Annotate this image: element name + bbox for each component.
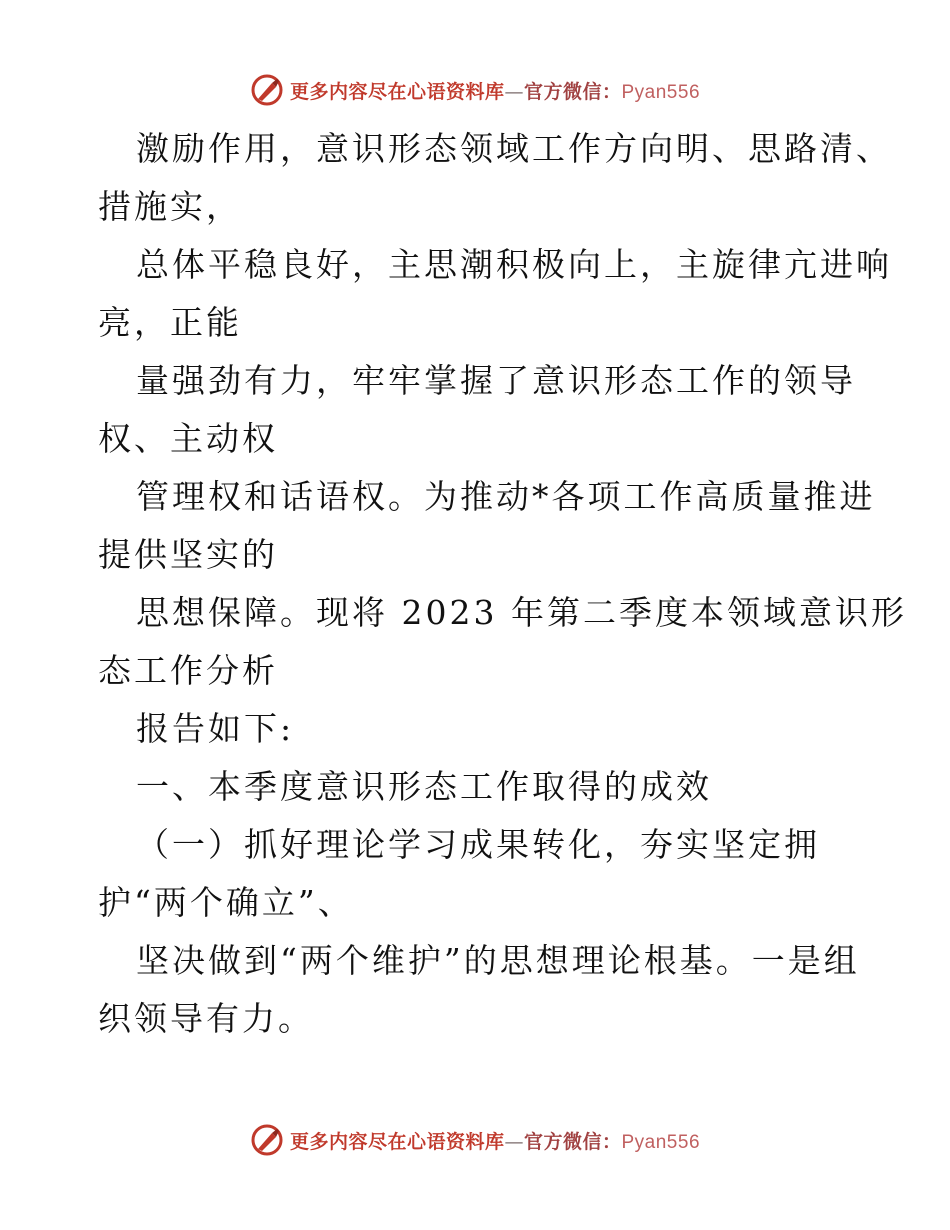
paragraph-line: 量强劲有力，牢牢掌握了意识形态工作的领导 (136, 361, 856, 400)
watermark-text (290, 77, 700, 104)
paragraph-line: 态工作分析 (98, 651, 278, 690)
watermark-wechat-label: 官方微信： (523, 1130, 622, 1153)
header-watermark (0, 70, 950, 110)
paragraph-line: 思想保障。现将 2023 年第二季度本领域意识形 (136, 593, 907, 632)
paragraph-line: 坚决做到“两个维护”的思想理论根基。一是组 (136, 941, 860, 980)
paragraph-line: 总体平稳良好，主思潮积极向上，主旋律亢进响 (136, 245, 892, 284)
paragraph-line: 亮，正能 (98, 303, 242, 342)
paragraph-line: 报告如下: (136, 709, 295, 748)
paragraph-line: 权、主动权 (98, 419, 278, 458)
watermark-wechat-id: Pyan556 (621, 81, 701, 103)
paragraph-line: 提供坚实的 (98, 535, 278, 574)
paragraph-line: 管理权和话语权。为推动*各项工作高质量推进 (136, 477, 876, 516)
footer-watermark (0, 1120, 950, 1160)
paragraph-line: 织领导有力。 (98, 999, 314, 1038)
watermark-separator: — (504, 1130, 524, 1153)
watermark-wechat-id: Pyan556 (621, 1131, 701, 1153)
section-heading: 一、本季度意识形态工作取得的成效 (136, 767, 712, 806)
paragraph-line: 措施实， (98, 187, 242, 226)
document-body (98, 120, 907, 1048)
watermark-wechat-label: 官方微信： (523, 80, 622, 103)
subsection-heading: （一）抓好理论学习成果转化，夯实坚定拥 (136, 825, 820, 864)
paragraph-line: 护“两个确立”、 (98, 883, 354, 922)
paragraph-line: 激励作用，意识形态领域工作方向明、思路清、 (136, 129, 892, 168)
pen-nib-logo-icon (250, 73, 284, 107)
watermark-text (290, 1127, 700, 1154)
watermark-brand: 更多内容尽在心语资料库 (289, 1130, 505, 1153)
watermark-separator: — (504, 80, 524, 103)
pen-nib-logo-icon (250, 1123, 284, 1157)
watermark-brand: 更多内容尽在心语资料库 (289, 80, 505, 103)
